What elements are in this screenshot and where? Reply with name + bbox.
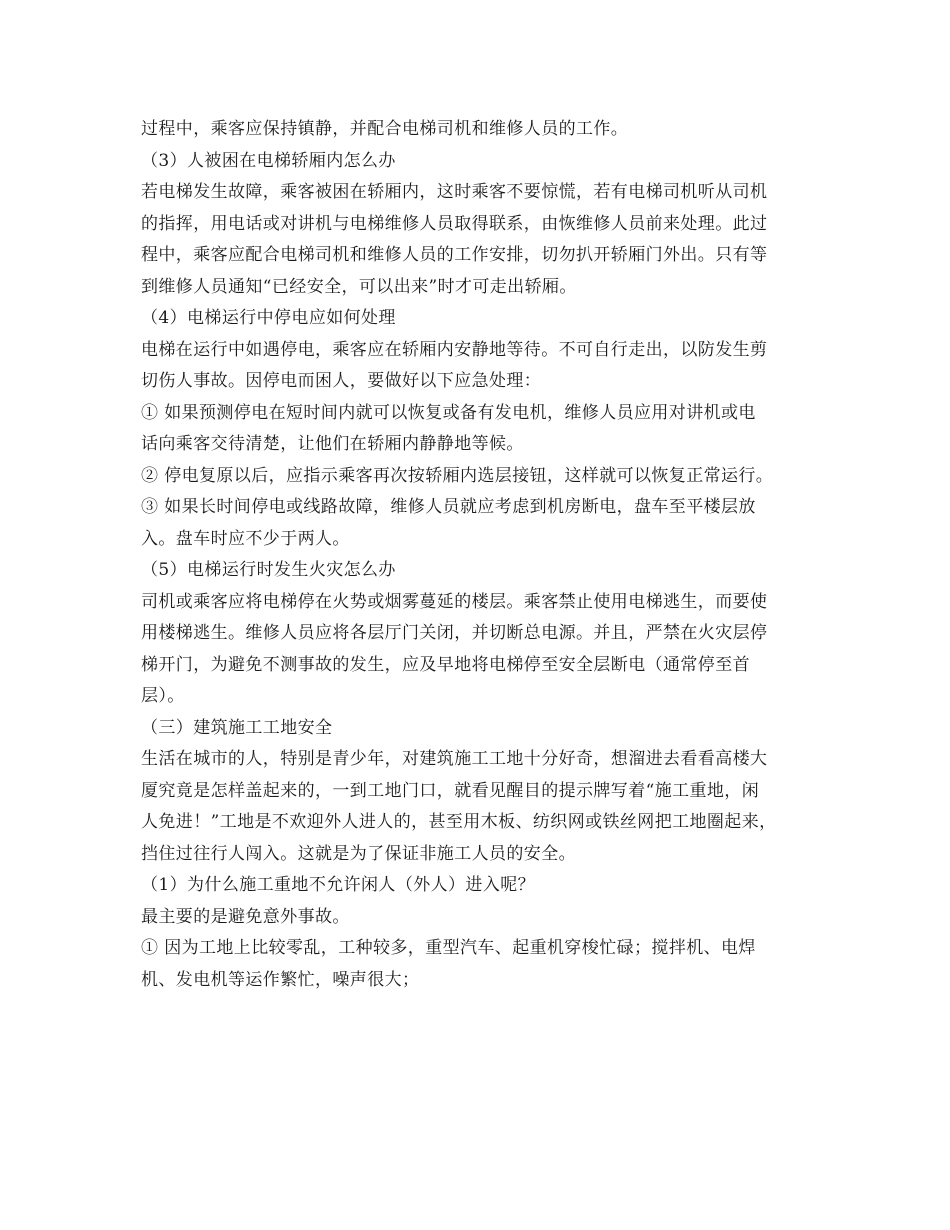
section-heading: （1）为什么施工重地不允许闲人（外人）进入呢？ (141, 875, 536, 895)
list-item-line: ① 如果预测停电在短时间内就可以恢复或备有发电机，维修人员应用对讲机或电 (141, 402, 756, 423)
text-line: 生活在城市的人，特别是青少年，对建筑施工工地十分好奇，想溜进去看看高楼大 (141, 749, 768, 769)
text-line: 梯开门，为避免不测事故的发生，应及早地将电梯停至安全层断电（通常停至首 (141, 654, 750, 675)
text-line: 厦究竟是怎样盖起来的，一到工地门口，就看见醒目的提示牌写着“施工重地，闲 (141, 780, 760, 801)
text-line: 若电梯发生故障，乘客被困在轿厢内，这时乘客不要惊慌，若有电梯司机听从司机 (141, 182, 768, 202)
text-line: 机、发电机等运作繁忙，噪声很大； (141, 969, 420, 990)
section-heading: （3）人被困在电梯轿厢内怎么办 (141, 150, 396, 171)
text-line: 用楼梯逃生。维修人员应将各层厅门关闭，并切断总电源。并且，严禁在火灾层停 (141, 623, 768, 643)
text-line: 切伤人事故。因停电而困人，要做好以下应急处理： (141, 371, 542, 391)
list-item-line: ① 因为工地上比较零乱，工种较多，重型汽车、起重机穿梭忙碌；搅拌机、电焊 (141, 938, 756, 958)
text-line: 话向乘客交待清楚，让他们在轿厢内静静地等候。 (141, 434, 524, 454)
section-heading: （5）电梯运行时发生火灾怎么办 (141, 560, 396, 580)
text-line: 程中，乘客应配合电梯司机和维修人员的工作安排，切勿扒开轿厢门外出。只有等 (141, 245, 768, 265)
section-heading: （三）建筑施工工地安全 (141, 717, 333, 738)
text-line: 最主要的是避免意外事故。 (141, 906, 350, 927)
list-item-line: ② 停电复原以后，应指示乘客再次按轿厢内选层接钮，这样就可以恢复正常运行。 (141, 465, 774, 486)
text-line: 人免进！”工地是不欢迎外人进人的，甚至用木板、纺织网或铁丝网把工地圈起来， (141, 812, 777, 832)
text-line: 电梯在运行中如遇停电，乘客应在轿厢内安静地等待。不可自行走出，以防发生剪 (141, 339, 768, 360)
text-line: 层）。 (141, 686, 185, 706)
section-heading: （4）电梯运行中停电应如何处理 (141, 308, 396, 328)
text-line: 到维修人员通知“已经安全，可以出来”时才可走出轿厢。 (141, 276, 577, 297)
document-body (141, 114, 821, 996)
text-line: 挡住过往行人闯入。这就是为了保证非施工人员的安全。 (141, 843, 576, 864)
text-line: 的指挥，用电话或对讲机与电梯维修人员取得联系，由恢维修人员前来处理。此过 (141, 213, 768, 234)
list-item-line: ③ 如果长时间停电或线路故障，维修人员就应考虑到机房断电，盘车至平楼层放 (141, 497, 756, 517)
text-line: 入。盘车时应不少于两人。 (141, 528, 350, 549)
text-line: 过程中，乘客应保持镇静，并配合电梯司机和维修人员的工作。 (141, 119, 629, 139)
text-line: 司机或乘客应将电梯停在火势或烟雾蔓延的楼层。乘客禁止使用电梯逃生，而要使 (141, 591, 768, 612)
